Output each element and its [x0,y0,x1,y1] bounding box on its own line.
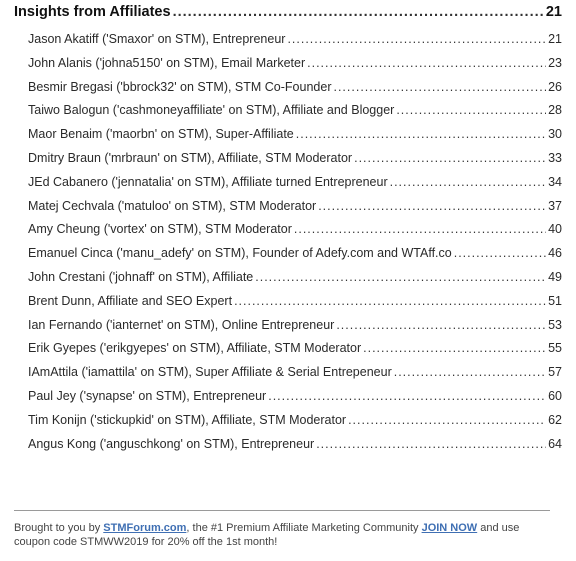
toc-entry-title: Emanuel Cinca ('manu_adefy' on STM), Founder of Adefy.com and WTAff.co [28,246,452,261]
page-footer [14,510,550,549]
footer-middle: , the #1 Premium Affiliate Marketing Community [186,522,422,534]
toc-entry-title: Amy Cheung ('vortex' on STM), STM Moderator [28,222,292,237]
toc-leader-dots [354,151,546,165]
toc-entry[interactable] [28,437,562,461]
toc-entry-page: 53 [548,317,562,332]
toc-leader-dots [336,318,546,332]
stmforum-link[interactable]: STMForum.com [103,522,187,534]
toc-entry-title: Taiwo Balogun ('cashmoneyaffiliate' on STM), Affiliate and Blogger [28,103,395,118]
toc-entry-page: 21 [548,32,562,46]
toc-entry[interactable] [28,365,562,389]
toc-entry-title: Maor Benaim ('maorbn' on STM), Super-Affiliate [28,127,294,142]
toc-leader-dots [348,413,546,427]
toc-leader-dots [454,246,546,260]
toc-leader-dots [173,4,544,20]
toc-leader-dots [294,222,546,236]
toc-heading-title: Insights from Affiliates [14,4,171,20]
toc-entry[interactable] [28,270,562,294]
toc-leader-dots [255,270,546,284]
toc-entry-page: 33 [548,150,562,165]
toc-entry-page: 46 [548,246,562,261]
toc-entry-title: Brent Dunn, Affiliate and SEO Expert [28,293,233,308]
toc-entry-page: 40 [548,222,562,237]
toc-leader-dots [363,341,546,355]
toc-heading-page: 21 [545,4,562,20]
toc-entry[interactable] [28,341,562,365]
toc-leader-dots [396,103,546,117]
toc-leader-dots [394,365,546,379]
toc-entry[interactable] [28,175,562,199]
toc-entry-title: John Crestani ('johnaff' on STM), Affiliate [28,269,254,284]
toc-entry[interactable] [28,413,562,437]
toc-entry-title: John Alanis ('johna5150' on STM), Email Marketer [28,55,306,70]
toc-entry-page: 23 [548,55,562,70]
toc-entry-title: IAmAttila ('iamattila' on STM), Super Affiliate & Serial Entrepeneur [28,365,392,380]
toc-entry-title: Besmir Bregasi ('bbrock32' on STM), STM Co-Founder [28,79,332,94]
toc-entry[interactable] [28,246,562,270]
toc-leader-dots [316,437,546,451]
toc-entry-page: 51 [548,293,562,308]
toc-entry[interactable] [28,151,562,175]
toc-entry[interactable] [28,103,562,127]
toc-entry-title: JEd Cabanero ('jennatalia' on STM), Affiliate turned Entrepreneur [28,174,388,189]
table-of-contents [14,0,562,460]
toc-heading[interactable] [14,0,562,32]
toc-entry[interactable] [28,199,562,223]
toc-entry-title: Dmitry Braun ('mrbraun' on STM), Affiliate, STM Moderator [28,150,353,165]
toc-entry-title: Angus Kong ('anguschkong' on STM), Entrepreneur [28,436,315,451]
join-now-link[interactable]: JOIN NOW [421,522,478,534]
toc-leader-dots [333,80,546,94]
toc-entry-title: Tim Konijn ('stickupkid' on STM), Affiliate, STM Moderator [28,412,347,427]
toc-entry-page: 26 [548,79,562,94]
toc-leader-dots [318,199,546,213]
toc-entry-title: Erik Gyepes ('erikgyepes' on STM), Affiliate, STM Moderator [28,341,362,356]
toc-leader-dots [287,32,546,46]
toc-entry-page: 49 [548,269,562,284]
toc-leader-dots [390,175,546,189]
toc-entry-title: Jason Akatiff ('Smaxor' on STM), Entrepreneur [28,32,286,46]
toc-entry-page: 55 [548,341,562,356]
toc-entry[interactable] [28,56,562,80]
toc-entry-page: 62 [548,412,562,427]
toc-entry-title: Paul Jey ('synapse' on STM), Entrepreneur [28,388,267,403]
toc-entry[interactable] [28,80,562,104]
toc-leader-dots [268,389,546,403]
toc-entry-page: 64 [548,436,562,451]
toc-entry[interactable] [28,32,562,56]
footer-prefix: Brought to you by [14,522,104,534]
toc-entry[interactable] [28,294,562,318]
toc-entry-title: Matej Cechvala ('matuloo' on STM), STM Moderator [28,198,317,213]
toc-entry[interactable] [28,318,562,342]
toc-entry-page: 34 [548,174,562,189]
toc-leader-dots [296,127,546,141]
toc-entry-page: 30 [548,127,562,142]
toc-entry[interactable] [28,222,562,246]
toc-entry-page: 37 [548,198,562,213]
toc-entry[interactable] [28,127,562,151]
toc-entry[interactable] [28,389,562,413]
toc-entry-page: 28 [548,103,562,118]
toc-leader-dots [307,56,546,70]
toc-entry-title: Ian Fernando ('ianternet' on STM), Online Entrepreneur [28,317,335,332]
toc-entry-page: 60 [548,388,562,403]
toc-entry-page: 57 [548,365,562,380]
toc-leader-dots [234,294,546,308]
footer-suffix: and use coupon code STMWW2019 for 20% off the 1st month! [14,522,520,548]
toc-entries [28,32,562,460]
